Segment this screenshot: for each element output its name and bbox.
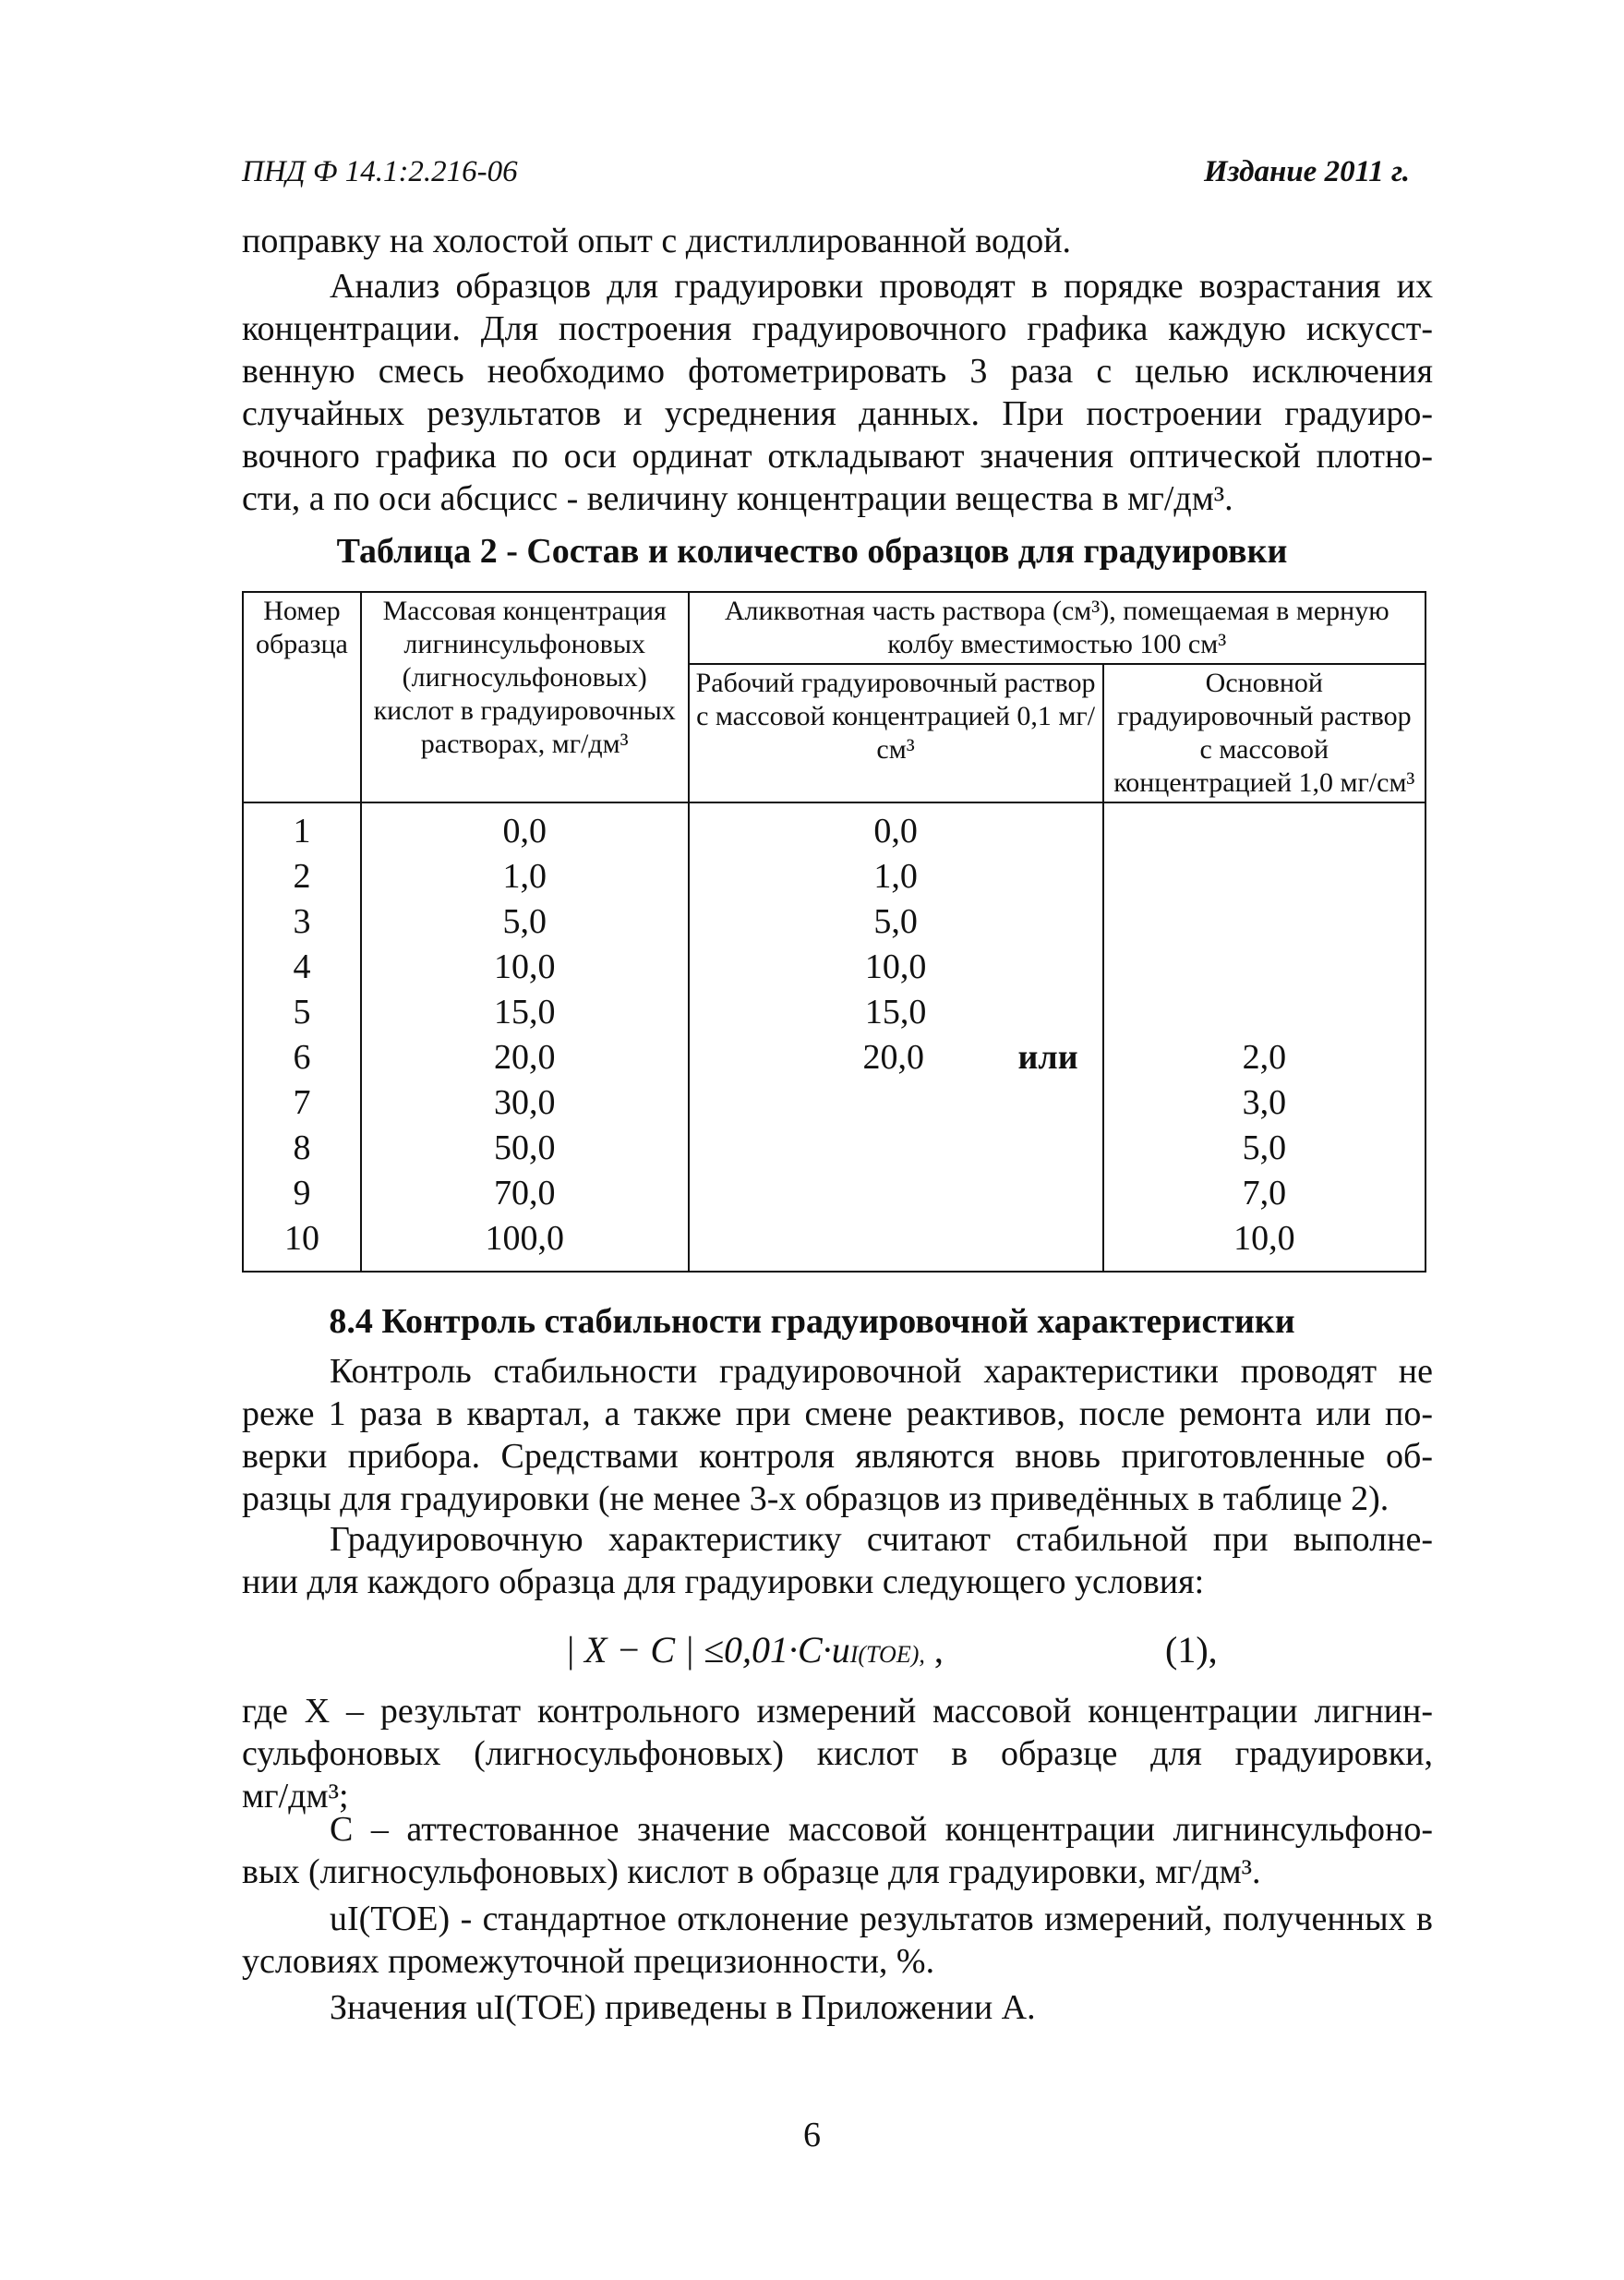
u-definition: [242, 1898, 1433, 1983]
table-row: [243, 1035, 1426, 1080]
cell-sample-number: 2: [243, 854, 361, 899]
text-line: нии для каждого образца для градуировки следующего условия:: [242, 1562, 1205, 1601]
cell-main-volume: [1103, 854, 1426, 899]
table-body: [243, 802, 1426, 1272]
cell-sample-number: 4: [243, 945, 361, 990]
cell-sample-number: 5: [243, 990, 361, 1035]
text-line: венную смесь необходимо фотометрировать 3 раза с целью исключения: [242, 352, 1433, 391]
table-row: [243, 1080, 1426, 1126]
text-line: случайных результатов и усреднения данных. При построении градуиро-: [242, 394, 1433, 433]
text-line: вых (лигносульфоновых) кислот в образце для градуировки, мг/дм³.: [242, 1852, 1261, 1891]
cell-main-volume: 5,0: [1103, 1126, 1426, 1171]
table-row: [243, 1171, 1426, 1216]
cell-working-volume: [689, 1080, 1103, 1126]
cell-working-volume: [689, 1171, 1103, 1216]
cell-concentration: 10,0: [361, 945, 689, 990]
cell-sample-number: 7: [243, 1080, 361, 1126]
header-concentration: Массовая концентрация лигнинсульфоновых (лигносульфоновых) кислот в градуировочных растворах, мг/дм³: [361, 592, 689, 802]
cell-concentration: 100,0: [361, 1216, 689, 1272]
text-line: мг/дм³;: [242, 1777, 349, 1816]
text-line: разцы для градуировки (не менее 3-х образцов из приведённых в таблице 2).: [242, 1479, 1389, 1518]
text-line: Контроль стабильности градуировочной характеристики проводят не: [330, 1352, 1433, 1391]
cell-concentration: 0,0: [361, 802, 689, 854]
cell-main-volume: [1103, 990, 1426, 1035]
edition-label: Издание 2011 г.: [1204, 155, 1410, 188]
table-row: [243, 945, 1426, 990]
header-main-solution: Основной градуировочный раствор с массовой концентрацией 1,0 мг/см³: [1103, 664, 1426, 802]
text-line: сти, а по оси абсцисс - величину концентрации вещества в мг/дм³.: [242, 479, 1233, 518]
cell-main-volume: [1103, 802, 1426, 854]
final-paragraph: [242, 1986, 1433, 2029]
formula-expression: | X − C | ≤0,01·C·uI(TOE), ,: [565, 1629, 944, 1671]
cell-sample-number: 1: [243, 802, 361, 854]
text-line: сульфоновых (лигносульфоновых) кислот в образце для градуировки,: [242, 1734, 1433, 1773]
cell-main-volume: 10,0: [1103, 1216, 1426, 1272]
cell-concentration: 70,0: [361, 1171, 689, 1216]
table-row: [243, 802, 1426, 854]
cell-working-volume: 10,0: [689, 945, 1103, 990]
header-working-solution: Рабочий градуировочный раствор с массовой концентрацией 0,1 мг/см³: [689, 664, 1103, 802]
cell-concentration: 15,0: [361, 990, 689, 1035]
cell-concentration: 5,0: [361, 899, 689, 945]
table-row: [243, 1126, 1426, 1171]
formula-number: (1),: [1165, 1629, 1218, 1671]
intro-paragraph: [242, 220, 1433, 262]
calibration-table: [242, 591, 1426, 1273]
cell-working-volume: 1,0: [689, 854, 1103, 899]
text-line: C – аттестованное значение массовой концентрации лигнинсульфоно-: [330, 1810, 1433, 1849]
calibration-paragraph: [242, 265, 1433, 520]
text-line: поправку на холостой опыт с дистиллированной водой.: [242, 222, 1072, 260]
header-sample-number: Номер образца: [243, 592, 361, 802]
header-aliquot: Аликвотная часть раствора (см³), помещаемая в мерную колбу вместимостью 100 см³: [689, 592, 1426, 664]
cell-working-volume: 0,0: [689, 802, 1103, 854]
table-caption: Таблица 2 - Состав и количество образцов для градуировки: [336, 532, 1288, 571]
cell-sample-number: 3: [243, 899, 361, 945]
working-volume-value: 20,0: [862, 1038, 924, 1077]
c-definition: [242, 1808, 1433, 1893]
table-row: [243, 899, 1426, 945]
text-line: uI(TOE) - стандартное отклонение результатов измерений, полученных в: [330, 1900, 1433, 1938]
cell-concentration: 1,0: [361, 854, 689, 899]
text-line: концентрации. Для построения градуировочного графика каждую искусст-: [242, 309, 1433, 348]
cell-working-volume: 15,0: [689, 990, 1103, 1035]
table-row: [243, 990, 1426, 1035]
text-line: условиях промежуточной прецизионности, %.: [242, 1942, 935, 1981]
cell-main-volume: [1103, 945, 1426, 990]
or-connector: или: [1017, 1038, 1078, 1077]
cell-working-volume: [689, 1126, 1103, 1171]
section-title: 8.4 Контроль стабильности градуировочной характеристики: [329, 1302, 1295, 1341]
cell-sample-number: 10: [243, 1216, 361, 1272]
cell-concentration: 20,0: [361, 1035, 689, 1080]
text-line: где X – результат контрольного измерений массовой концентрации лигнин-: [242, 1692, 1433, 1731]
cell-sample-number: 9: [243, 1171, 361, 1216]
text-line: реже 1 раза в квартал, а также при смене реактивов, после ремонта или по-: [242, 1394, 1433, 1433]
cell-sample-number: 6: [243, 1035, 361, 1080]
cell-working-volume: [689, 1216, 1103, 1272]
cell-working-volume: 5,0: [689, 899, 1103, 945]
document-code: ПНД Ф 14.1:2.216-06: [242, 155, 518, 188]
text-line: Анализ образцов для градуировки проводят в порядке возрастания их: [330, 267, 1433, 306]
table-row: [243, 854, 1426, 899]
stability-paragraph: [242, 1350, 1433, 1520]
where-paragraph: [242, 1690, 1433, 1817]
text-line: вочного графика по оси ординат откладывают значения оптической плотно-: [242, 437, 1433, 476]
cell-main-volume: 2,0: [1103, 1035, 1426, 1080]
text-line: Градуировочную характеристику считают стабильной при выполне-: [330, 1520, 1433, 1559]
cell-concentration: 50,0: [361, 1126, 689, 1171]
cell-main-volume: 3,0: [1103, 1080, 1426, 1126]
cell-sample-number: 8: [243, 1126, 361, 1171]
cell-main-volume: [1103, 899, 1426, 945]
condition-paragraph: [242, 1518, 1433, 1603]
text-line: верки прибора. Средствами контроля являются вновь приготовленные об-: [242, 1437, 1433, 1476]
cell-working-volume: [689, 1035, 1103, 1080]
table-row: [243, 1216, 1426, 1272]
page-number: 6: [803, 2116, 821, 2154]
cell-concentration: 30,0: [361, 1080, 689, 1126]
text-line: Значения uI(TOE) приведены в Приложении А.: [330, 1988, 1036, 2027]
cell-main-volume: 7,0: [1103, 1171, 1426, 1216]
